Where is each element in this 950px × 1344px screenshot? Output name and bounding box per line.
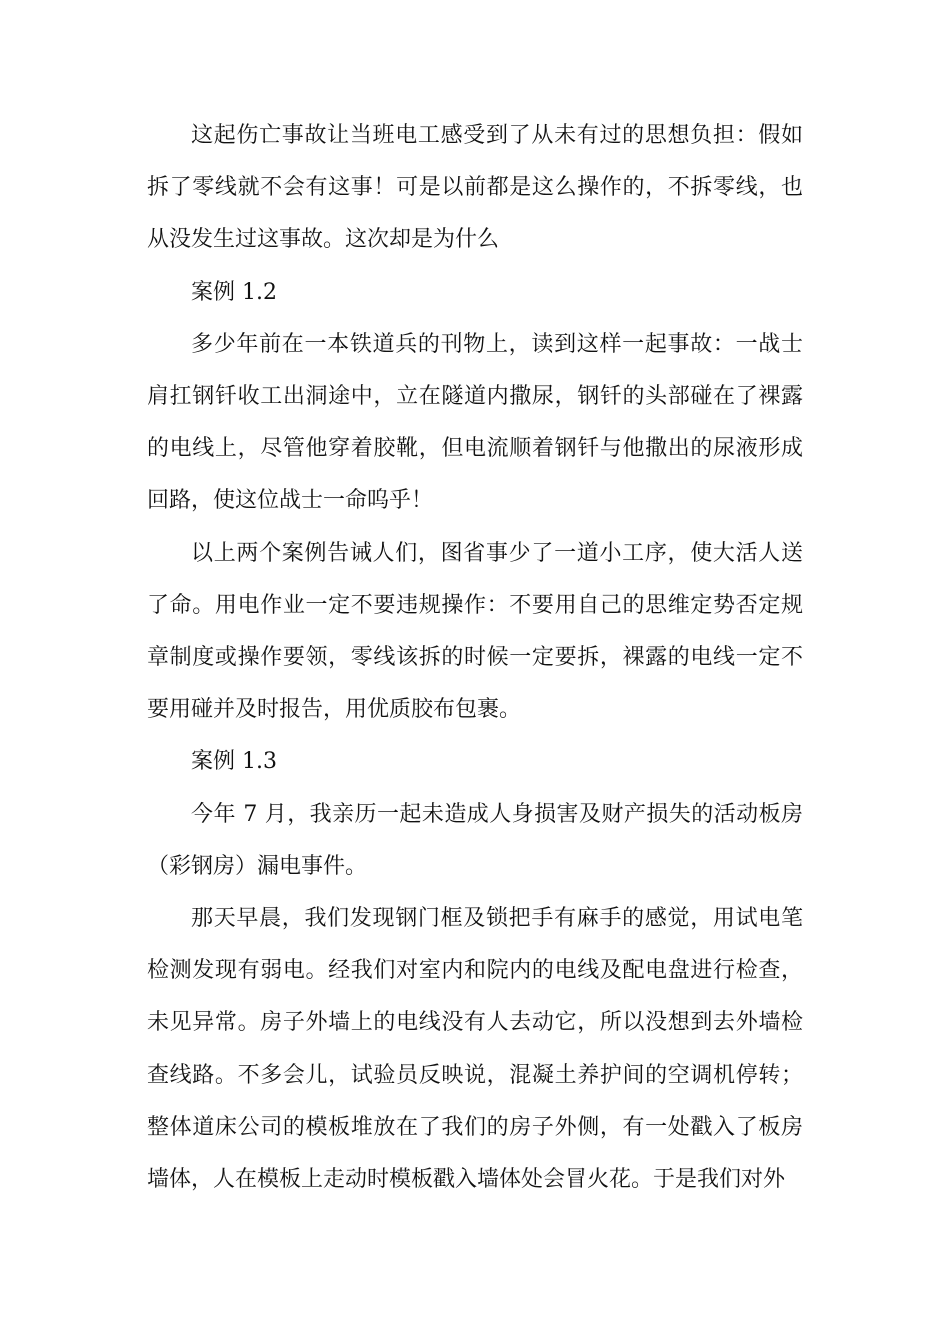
case-heading-1-3: 案例 1.3 [191,749,277,775]
paragraph-case-1-3-detail: 那天早晨，我们发现钢门框及锁把手有麻手的感觉，用试电笔检测发现有弱电。经我们对室内和院内的电线及配电盘进行检查，未见异常。房子外墙上的电线没有人去动它，所以没想到去外墙检查线路。不多会儿，试验员反映说，混凝土养护间的空调机停转；整体道床公司的模板堆放在了我们的房子外侧，有一处戳入了板房墙体，人在模板上走动时模板戳入墙体处会冒火花。于是我们对外 [147,906,803,1193]
document-body [147,110,803,1206]
paragraph-accident-reflection: 这起伤亡事故让当班电工感受到了从未有过的思想负担：假如拆了零线就不会有这事！可是以前都是这么操作的，不拆零线，也从没发生过这事故。这次却是为什么 [147,123,803,253]
paragraph-case-1-2: 多少年前在一本铁道兵的刊物上，读到这样一起事故：一战士肩扛钢钎收工出洞途中，立在隧道内撒尿，钢钎的头部碰在了裸露的电线上，尽管他穿着胶靴，但电流顺着钢钎与他撒出的尿液形成回路，使这位战士一命呜乎！ [147,331,803,514]
paragraph-lessons: 以上两个案例告诫人们，图省事少了一道小工序，使大活人送了命。用电作业一定不要违规操作：不要用自己的思维定势否定规章制度或操作要领，零线该拆的时候一定要拆，裸露的电线一定不要用碰并及时报告，用优质胶布包裹。 [147,540,803,723]
paragraph-case-1-3-intro: 今年 7 月，我亲历一起未造成人身损害及财产损失的活动板房（彩钢房）漏电事件。 [147,801,803,879]
case-heading-1-2: 案例 1.2 [191,279,277,305]
